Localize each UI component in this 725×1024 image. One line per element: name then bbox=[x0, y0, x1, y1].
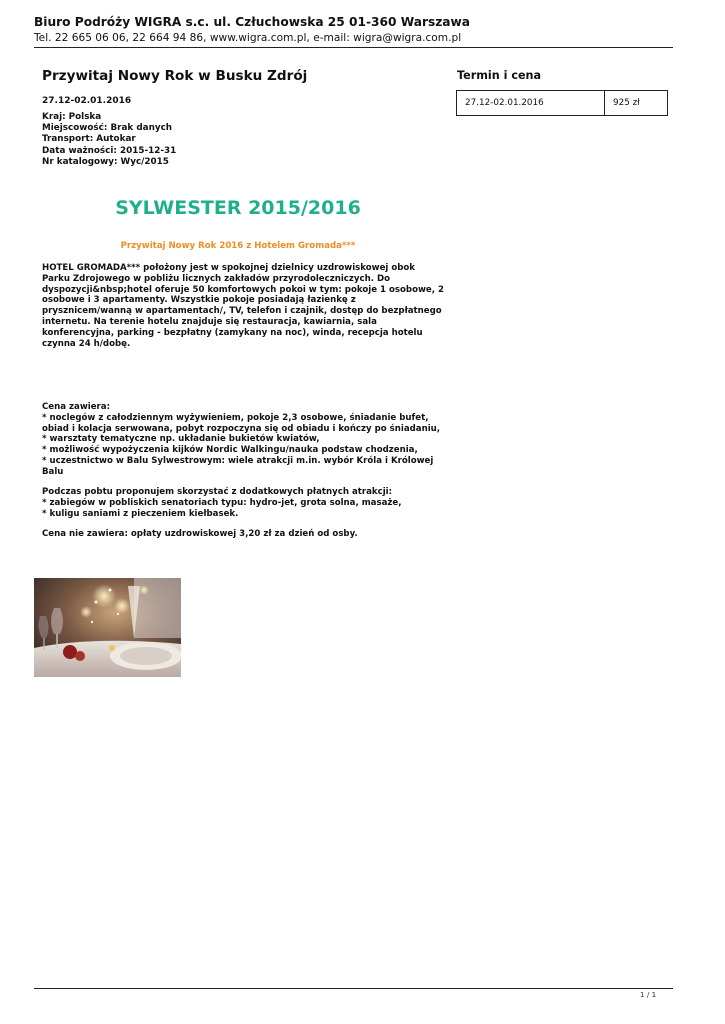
page-number: 1 / 1 bbox=[640, 990, 657, 999]
text-line: konferencyjna, parking - bezpłatny (zamykany na noc), winda, recepcja hotelu bbox=[42, 327, 423, 338]
text-line: osobowe i 3 apartamenty. Wszystkie pokoje posiadają łazienkę z bbox=[42, 295, 356, 306]
text-line: * zabiegów w pobliskich senatoriach typu: hydro-jet, grota solna, masaże, bbox=[42, 497, 402, 508]
text-line: Podczas pobtu proponujem skorzystać z dodatkowych płatnych atrakcji: bbox=[42, 487, 393, 497]
text-line: * warsztaty tematyczne np. układanie bukietów kwiatów, bbox=[42, 434, 320, 445]
meta-catalog-number: Nr katalogowy: Wyc/2015 bbox=[42, 156, 169, 167]
meta-transport: Transport: Autokar bbox=[42, 134, 136, 145]
text-line: prysznicem/wanną w apartamentach/, TV, telefon i czajnik, dostęp do bezpłatnego bbox=[42, 306, 442, 317]
offer-meta bbox=[42, 112, 176, 168]
extra-attractions bbox=[42, 487, 452, 519]
text-line: HOTEL GROMADA*** położony jest w spokojnej dzielnicy uzdrowiskowej obok bbox=[42, 263, 416, 273]
offer-title: Przywitaj Nowy Rok w Busku Zdrój bbox=[42, 68, 308, 84]
footer-divider bbox=[34, 988, 673, 989]
term-price-cell: 925 zł bbox=[605, 91, 668, 116]
table-row bbox=[457, 91, 668, 116]
price-excludes bbox=[42, 529, 452, 540]
event-heading: SYLWESTER 2015/2016 bbox=[115, 197, 361, 219]
company-name: Biuro Podróży WIGRA s.c. ul. Człuchowska 25 01-360 Warszawa bbox=[34, 15, 471, 29]
text-line: Balu bbox=[42, 466, 64, 477]
date-price-table bbox=[456, 90, 668, 116]
meta-location: Miejscowość: Brak danych bbox=[42, 123, 173, 134]
text-line: Parku Zdrojowego w pobliżu licznych zakładów przyrodoleczniczych. Do bbox=[42, 273, 390, 284]
company-contact: Tel. 22 665 06 06, 22 664 94 86, www.wigra.com.pl, e-mail: wigra@wigra.com.pl bbox=[34, 32, 462, 44]
event-subheading: Przywitaj Nowy Rok 2016 z Hotelem Gromada*** bbox=[120, 241, 356, 251]
text-line: * uczestnictwo w Balu Sylwestrowym: wiele atrakcji m.in. wybór Króla i Królowej bbox=[42, 455, 434, 466]
offer-dates: 27.12-02.01.2016 bbox=[42, 96, 132, 106]
text-line: * noclegów z całodziennym wyżywieniem, pokoje 2,3 osobowe, śniadanie bufet, bbox=[42, 412, 429, 423]
document-header bbox=[34, 14, 689, 46]
text-line: internetu. Na terenie hotelu znajduje się restauracja, kawiarnia, sala bbox=[42, 316, 377, 327]
hotel-description bbox=[42, 263, 452, 349]
meta-country: Kraj: Polska bbox=[42, 112, 102, 122]
term-date-cell: 27.12-02.01.2016 bbox=[457, 91, 605, 116]
text-line: * kuligu saniami z pieczeniem kiełbasek. bbox=[42, 508, 239, 519]
header-divider bbox=[34, 47, 673, 48]
text-line: czynna 24 h/dobę. bbox=[42, 338, 131, 349]
text-line: * możliwość wypożyczenia kijków Nordic Walkingu/nauka podstaw chodzenia, bbox=[42, 445, 418, 456]
price-includes bbox=[42, 402, 452, 478]
text-line: Cena nie zawiera: opłaty uzdrowiskowej 3,20 zł za dzień od osby. bbox=[42, 529, 358, 539]
text-line: Cena zawiera: bbox=[42, 402, 111, 412]
text-line: obiad i kolacja serwowana, pobyt rozpoczyna się od obiadu i kończy po śniadaniu, bbox=[42, 423, 441, 434]
meta-valid-until: Data ważności: 2015-12-31 bbox=[42, 145, 177, 156]
text-line: dyspozycji&nbsp;hotel oferuje 50 komfortowych pokoi w tym: pokoje 1 osobowe, 2 bbox=[42, 284, 444, 295]
date-price-title: Termin i cena bbox=[457, 69, 542, 82]
festive-table-photo bbox=[34, 578, 181, 677]
